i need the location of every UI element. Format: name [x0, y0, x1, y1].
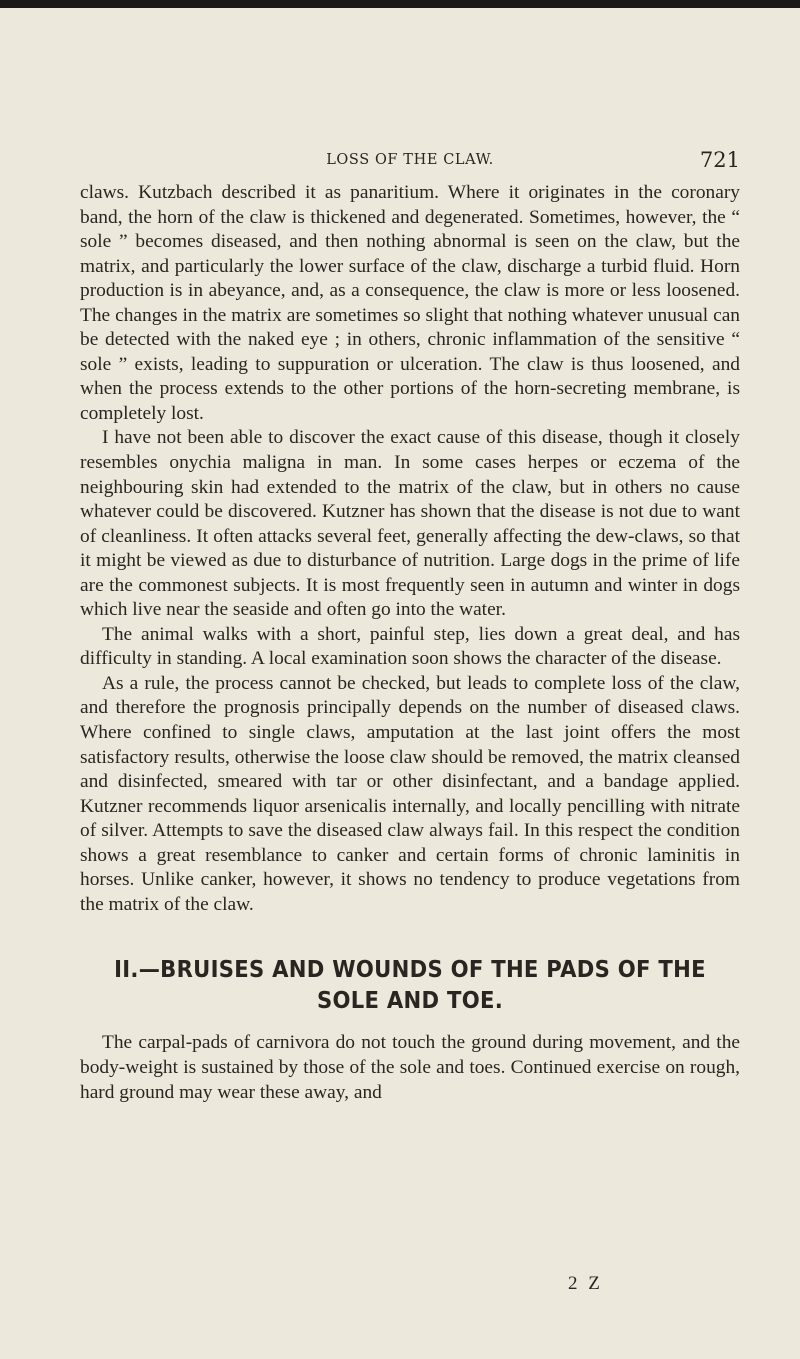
paragraph-treatment: As a rule, the process cannot be checked, but leads to complete loss of the claw, and therefore the prognosis principally depends on the number of diseased claws. Where confined to single claws, amputation at the last joint offers the most satisfactory results, otherwise the loose claw should be removed, the matrix cleansed and disinfected, smeared with tar or other disinfectant, and a bandage applied. Kutzner recommends liquor arsenicalis internally, and locally pencilling with nitrate of silver. Attempts to save the diseased claw always fail. In this respect the condition shows a great resemblance to canker and certain forms of chronic laminitis in horses. Unlike canker, however, it shows no tendency to produce vegetations from the matrix of the claw.: [80, 672, 740, 915]
paragraph-continued: claws. Kutzbach described it as panaritium. Where it originates in the coronary band, the horn of the claw is thickened and degenerated. Sometimes, however, the “ sole ” becomes diseased, and then nothing abnormal is seen on the claw, but the matrix, and particularly the lower surface of the claw, discharge a turbid fluid. Horn production is in abeyance, and, as a consequence, the claw is more or less loosened. The changes in the matrix are sometimes so slight that nothing whatever unusual can be detected with the naked eye ; in others, chronic inflammation of the sensitive “ sole ” exists, leading to suppuration or ulceration. The claw is thus loosened, and when the process extends to the other portions of the horn-secreting membrane, is completely lost.: [80, 182, 740, 424]
section-heading-line-2: SOLE AND TOE.: [316, 988, 504, 1015]
signature-mark: 2 Z: [568, 1273, 603, 1294]
section-heading: [106, 955, 713, 1017]
book-page: [80, 10, 740, 1105]
paragraph-carpal-pads: The carpal-pads of carnivora do not touch the ground during movement, and the body-weight is sustained by those of the sole and toes. Continued exercise on rough, hard ground may wear these away, and: [80, 1032, 740, 1103]
body-text-part2: [80, 1031, 740, 1105]
paragraph-cause: I have not been able to discover the exact cause of this disease, though it closely resembles onychia maligna in man. In some cases herpes or eczema of the neighbouring skin had extended to the matrix of the claw, but in others no cause whatever could be discovered. Kutzner has shown that the disease is not due to want of cleanliness. It often attacks several feet, generally affecting the dew-claws, so that it might be viewed as due to disturbance of nutrition. Large dogs in the prime of life are the commonest subjects. It is most frequently seen in autumn and winter in dogs which live near the seaside and often go into the water.: [80, 427, 740, 621]
body-text-part1: [80, 181, 740, 917]
running-head-title: LOSS OF THE CLAW.: [326, 152, 494, 168]
paragraph-symptoms: The animal walks with a short, painful step, lies down a great deal, and has difficulty in standing. A local examination soon shows the character of the disease.: [80, 623, 740, 670]
page-number: 721: [699, 148, 740, 172]
scan-top-edge: [0, 0, 800, 8]
section-heading-line-1: II.—BRUISES AND WOUNDS OF THE PADS OF THE: [114, 957, 706, 984]
running-head: [80, 148, 740, 178]
